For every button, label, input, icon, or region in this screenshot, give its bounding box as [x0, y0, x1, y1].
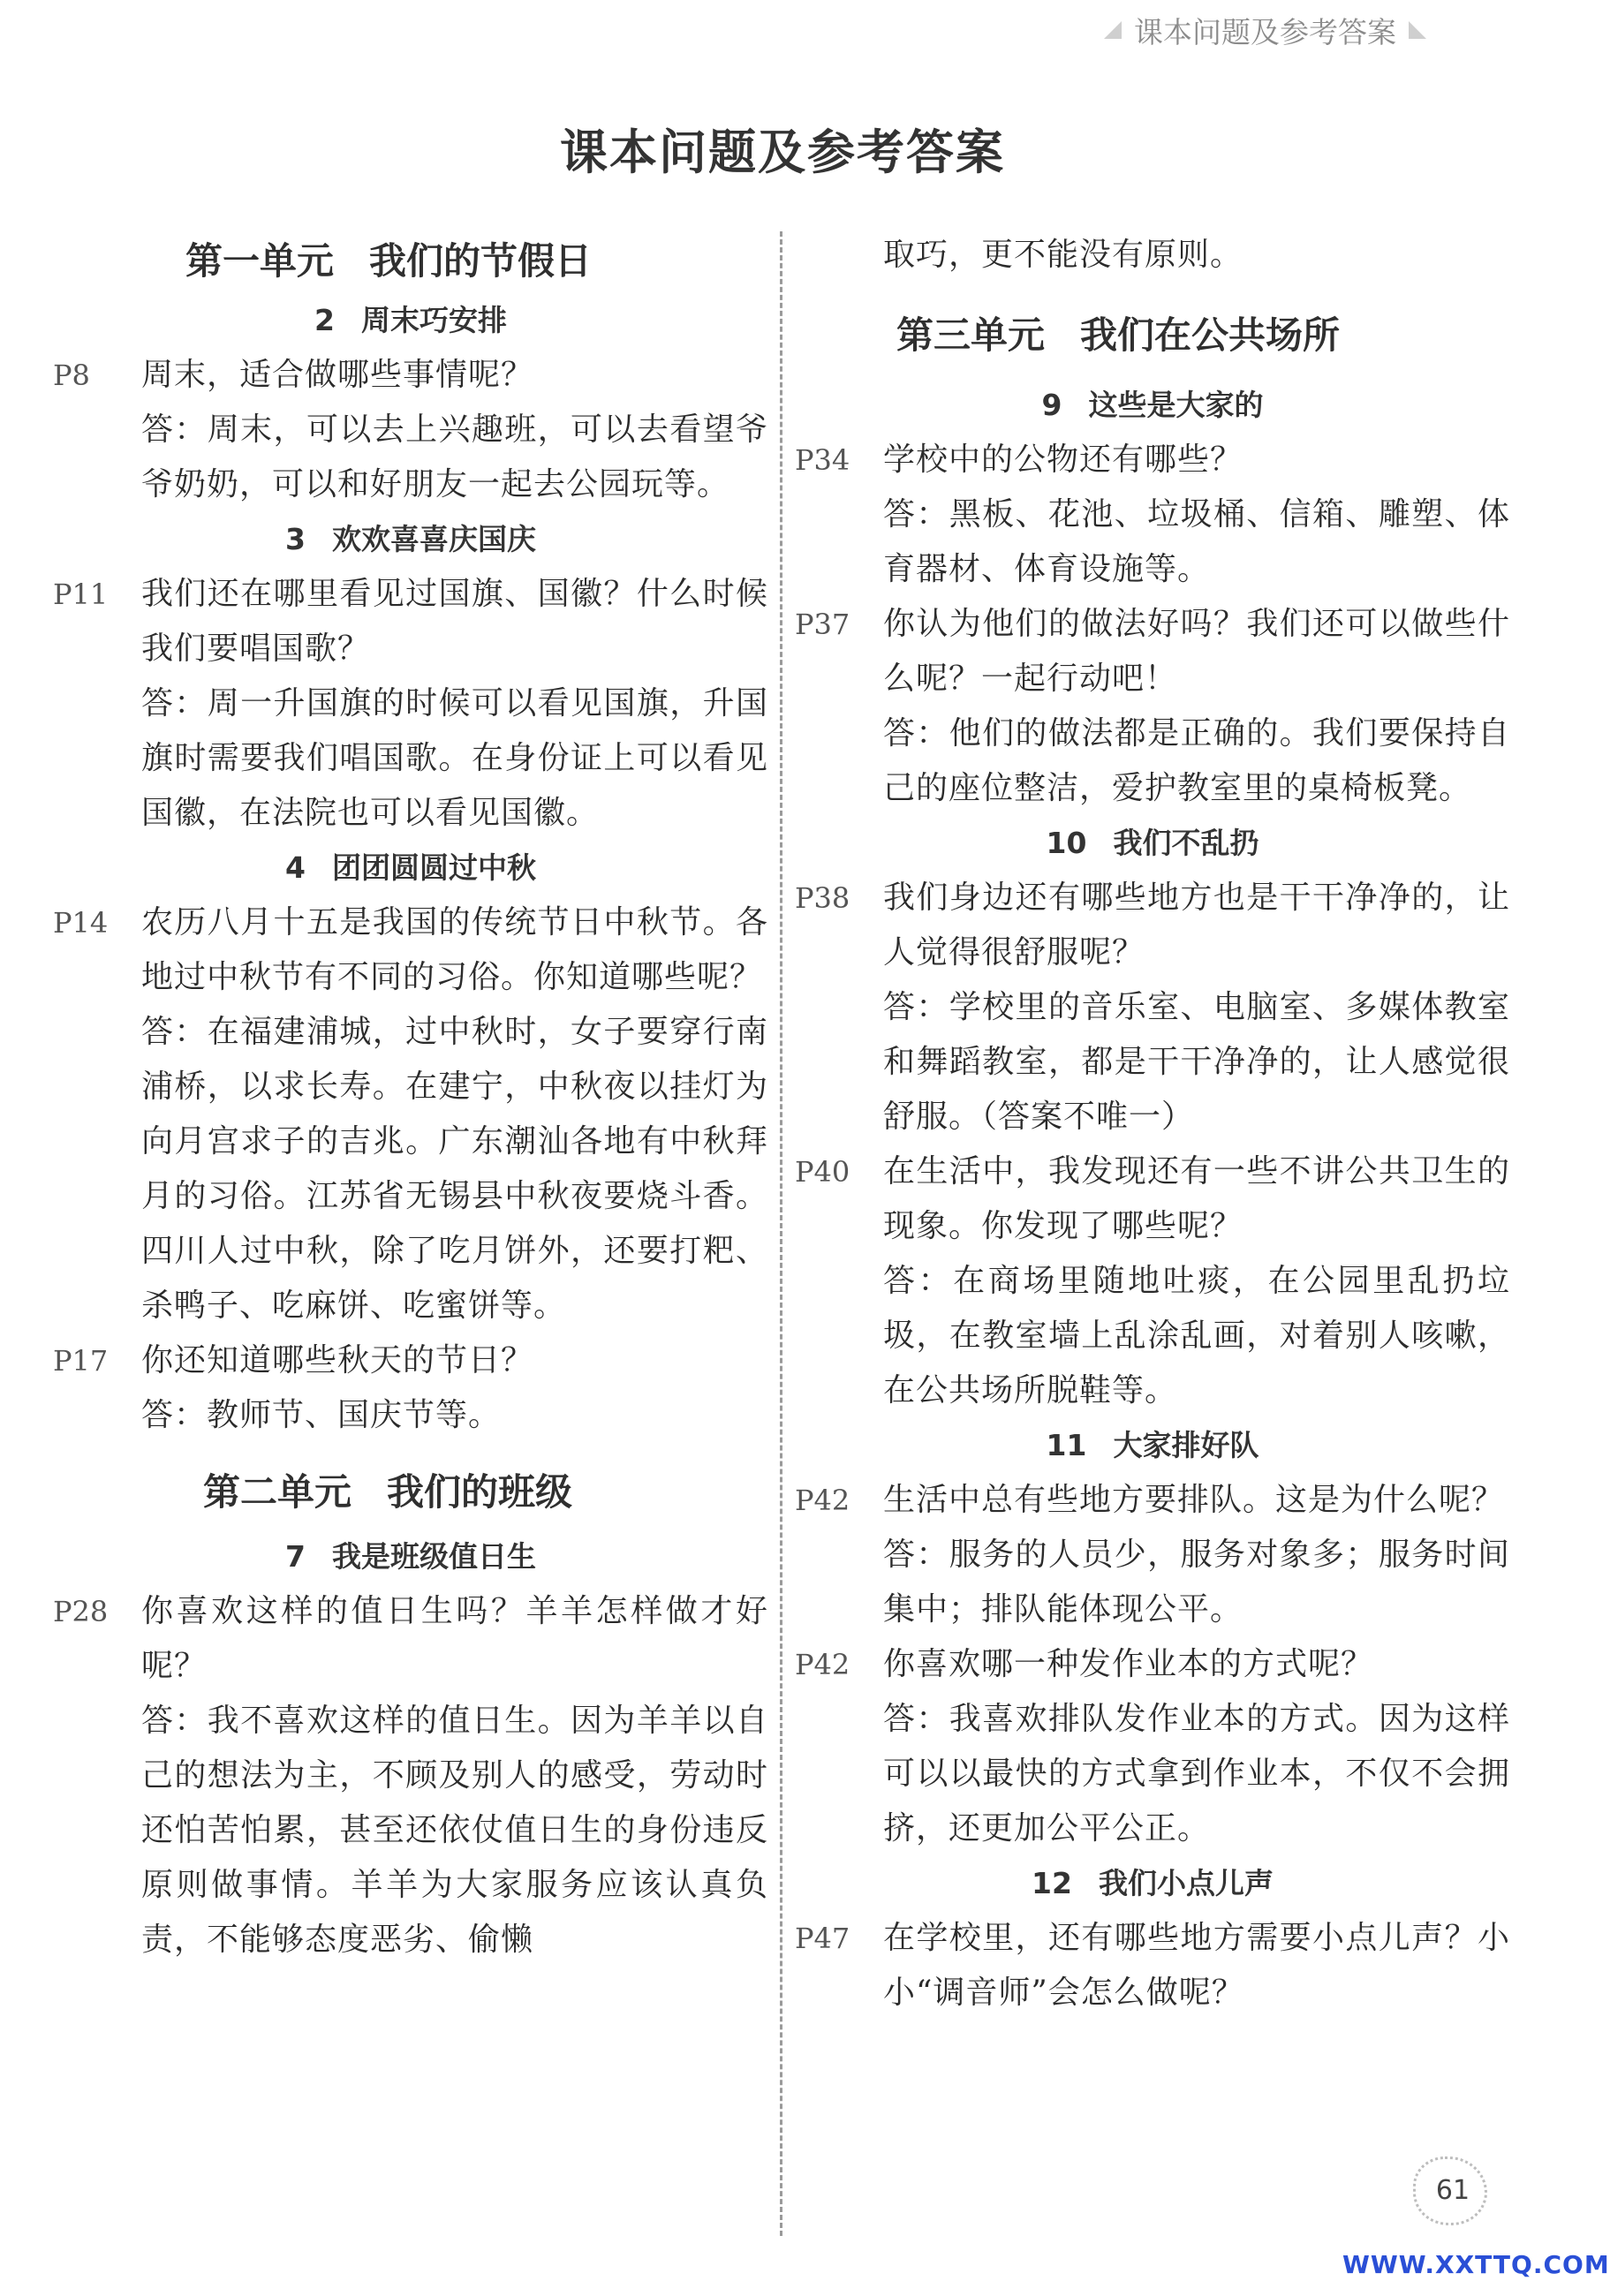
- lesson-title: 团团圆圆过中秋: [331, 850, 536, 885]
- page-ref: P40: [795, 1155, 850, 1189]
- unit-subtitle: 我们的节假日: [369, 239, 593, 283]
- triangle-right-icon: [1409, 21, 1426, 39]
- question: 我们还在哪里看见过国旗、国徽？什么时候我们要唱国歌？: [141, 576, 768, 667]
- lesson-heading: [795, 1856, 1510, 1911]
- lesson-heading: [795, 1418, 1510, 1473]
- qa-continuation: [795, 228, 1510, 283]
- unit-heading: [896, 298, 1510, 373]
- qa-item: [53, 348, 768, 512]
- question: 周末，适合做哪些事情呢？: [141, 357, 534, 393]
- lesson-number: 3: [285, 522, 306, 556]
- page-title: 课本问题及参考答案: [560, 125, 1005, 180]
- qa-item: [53, 1333, 768, 1443]
- page-ref: P28: [53, 1595, 109, 1628]
- answer: 答：黑板、花池、垃圾桶、信箱、雕塑、体育器材、体育设施等。: [883, 496, 1510, 587]
- qa-item: [53, 1584, 768, 1967]
- question: 你喜欢哪一种发作业本的方式呢？: [883, 1646, 1374, 1682]
- qa-item: [53, 895, 768, 1333]
- lesson-heading: [53, 841, 768, 895]
- left-column: [53, 230, 768, 1967]
- lesson-number: 7: [285, 1539, 306, 1574]
- lesson-title: 周末巧安排: [360, 303, 507, 337]
- qa-item: [795, 1144, 1510, 1418]
- question: 在生活中，我发现还有一些不讲公共卫生的现象。你发现了哪些呢？: [883, 1153, 1510, 1244]
- question: 在学校里，还有哪些地方需要小点儿声？小小“调音师”会怎么做呢？: [883, 1920, 1510, 2011]
- qa-item: [795, 433, 1510, 597]
- lesson-heading: [795, 816, 1510, 871]
- qa-item: [53, 567, 768, 841]
- page-ref: P17: [53, 1344, 109, 1378]
- question: 你还知道哪些秋天的节日？: [141, 1342, 534, 1378]
- page-ref: P47: [795, 1922, 850, 1955]
- running-head-text: 课本问题及参考答案: [1134, 14, 1396, 49]
- question: 我们身边还有哪些地方也是干干净净的，让人觉得很舒服呢？: [883, 880, 1510, 971]
- lesson-title: 我们不乱扔: [1113, 826, 1259, 860]
- page-ref: P34: [795, 443, 850, 477]
- lesson-number: 2: [314, 303, 335, 337]
- question: 学校中的公物还有哪些？: [883, 442, 1243, 478]
- answer: 答：我不喜欢这样的值日生。因为羊羊以自己的想法为主，不顾及别人的感受，劳动时还怕苦怕累，甚至还依仗值日生的身份违反原则做事情。羊羊为大家服务应该认真负责，不能够态度恶劣、偷懒: [141, 1703, 768, 1958]
- lesson-number: 4: [285, 850, 306, 885]
- answer: 答：教师节、国庆节等。: [141, 1397, 502, 1433]
- lesson-title: 我是班级值日生: [331, 1539, 536, 1574]
- page-ref: P8: [53, 359, 90, 392]
- unit-title: 第一单元: [185, 239, 335, 283]
- page-ref: P37: [795, 608, 850, 641]
- column-divider: [780, 231, 782, 2236]
- page-ref: P14: [53, 906, 109, 940]
- question: 你喜欢这样的值日生吗？羊羊怎样做才好呢？: [141, 1593, 768, 1684]
- watermark: WWW.XXTTQ.COM: [1342, 2250, 1610, 2279]
- unit-subtitle: 我们的班级: [387, 1470, 573, 1514]
- page-ref: P42: [795, 1484, 850, 1517]
- answer: 答：我喜欢排队发作业本的方式。因为这样可以以最快的方式拿到作业本，不仅不会拥挤，还更加公平公正。: [883, 1701, 1510, 1847]
- answer: 答：服务的人员少，服务对象多；服务时间集中；排队能体现公平。: [883, 1537, 1510, 1628]
- qa-item: [795, 1911, 1510, 2020]
- qa-item: [795, 597, 1510, 816]
- triangle-left-icon: [1104, 21, 1122, 39]
- running-head: [1104, 12, 1501, 48]
- answer: 答：周一升国旗的时候可以看见国旗，升国旗时需要我们唱国歌。在身份证上可以看见国徽，在法院也可以看见国徽。: [141, 685, 768, 831]
- lesson-heading: [53, 1529, 768, 1584]
- question: 农历八月十五是我国的传统节日中秋节。各地过中秋节有不同的习俗。你知道哪些呢？: [141, 904, 768, 995]
- lesson-number: 9: [1041, 388, 1062, 422]
- lesson-title: 欢欢喜喜庆国庆: [331, 522, 536, 556]
- answer: 答：在福建浦城，过中秋时，女子要穿行南浦桥，以求长寿。在建宁，中秋夜以挂灯为向月宫求子的吉兆。广东潮汕各地有中秋拜月的习俗。江苏省无锡县中秋夜要烧斗香。四川人过中秋，除了吃月饼外，还要打粑、杀鸭子、吃麻饼、吃蜜饼等。: [141, 1014, 768, 1324]
- lesson-heading: [53, 512, 768, 567]
- unit-title: 第三单元: [896, 313, 1046, 357]
- page-number-text: 61: [1435, 2174, 1470, 2206]
- question: 你认为他们的做法好吗？我们还可以做些什么呢？一起行动吧！: [883, 606, 1510, 697]
- page-ref: P38: [795, 881, 850, 915]
- answer: 答：周末，可以去上兴趣班，可以去看望爷爷奶奶，可以和好朋友一起去公园玩等。: [141, 412, 768, 502]
- unit-subtitle: 我们在公共场所: [1080, 313, 1341, 357]
- answer: 答：他们的做法都是正确的。我们要保持自己的座位整洁，爱护教室里的桌椅板凳。: [883, 715, 1510, 806]
- page-ref: P42: [795, 1648, 850, 1681]
- qa-item: [795, 1637, 1510, 1856]
- lesson-title: 大家排好队: [1113, 1428, 1259, 1462]
- lesson-title: 这些是大家的: [1088, 388, 1264, 422]
- question: 生活中总有些地方要排队。这是为什么呢？: [883, 1482, 1505, 1518]
- unit-title: 第二单元: [203, 1470, 352, 1514]
- qa-item: [795, 871, 1510, 1144]
- lesson-number: 12: [1032, 1866, 1072, 1900]
- page-ref: P11: [53, 578, 109, 611]
- answer: 答：学校里的音乐室、电脑室、多媒体教室和舞蹈教室，都是干干净净的，让人感觉很舒服。（答案不唯一）: [883, 989, 1510, 1135]
- page-number: [1404, 2155, 1501, 2225]
- answer: 答：在商场里随地吐痰，在公园里乱扔垃圾，在教室墙上乱涂乱画，对着别人咳嗽，在公共场所脱鞋等。: [883, 1263, 1510, 1409]
- unit-heading: [185, 230, 768, 293]
- answer-continued: 取巧，更不能没有原则。: [883, 237, 1243, 273]
- lesson-heading: [53, 293, 768, 348]
- unit-heading: [203, 1461, 768, 1524]
- lesson-number: 10: [1046, 826, 1087, 860]
- lesson-title: 我们小点儿声: [1098, 1866, 1274, 1900]
- right-column: [795, 228, 1510, 2020]
- qa-item: [795, 1473, 1510, 1637]
- lesson-number: 11: [1046, 1428, 1087, 1462]
- lesson-heading: [795, 378, 1510, 433]
